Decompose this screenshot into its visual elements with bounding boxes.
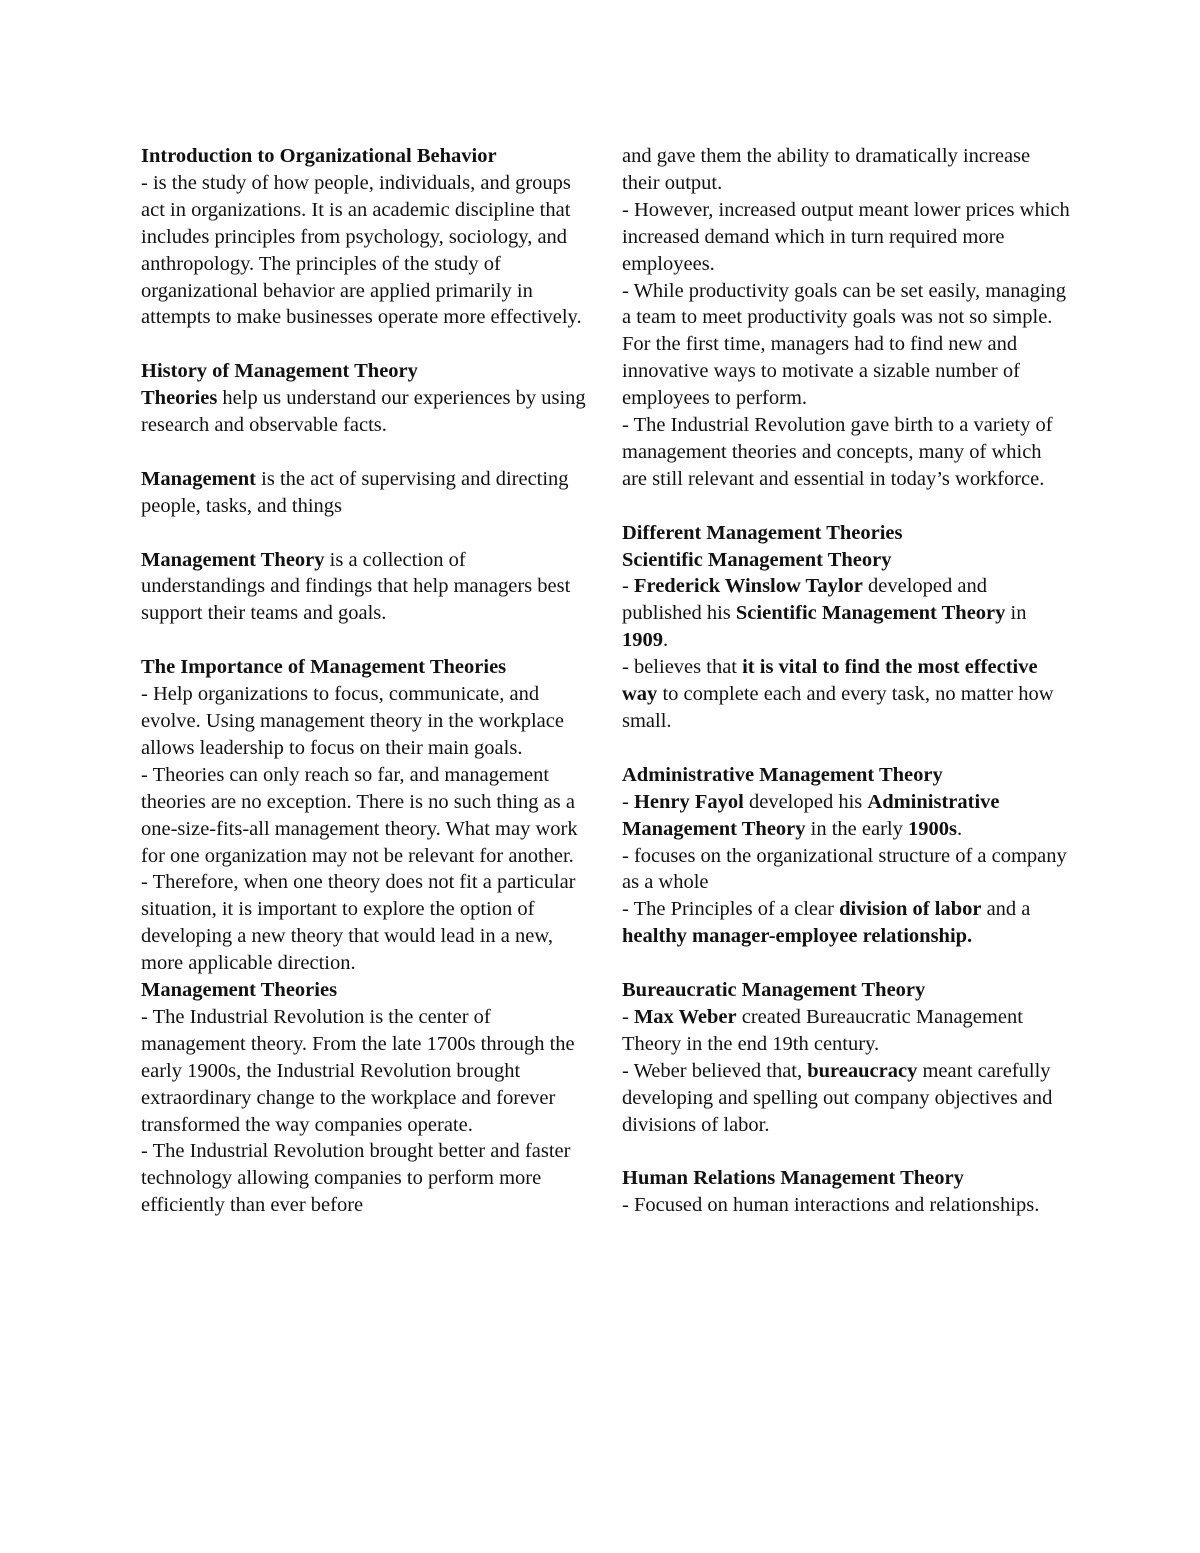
spacer (622, 1138, 1070, 1165)
bureaucratic-point: - Weber believed that, bureaucracy meant carefully developing and spelling out company objectives and divisions of labor. (622, 1059, 1058, 1136)
scientific-point: - believes that it is vital to find the most effective way to complete each and every task, no matter how small. (622, 656, 1059, 733)
right-column (622, 143, 1075, 1219)
term-management: Management (141, 467, 257, 490)
importance-point: - Theories can only reach so far, and management theories are no exception. There is no such thing as a one-size-fits-all management theory. What may work for one organization may not be relevant for another. (141, 763, 583, 867)
bureaucratic-point: - Max Weber created Bureaucratic Management Theory in the end 19th century. (622, 1005, 1028, 1055)
intro-paragraph: - is the study of how people, individuals, and groups act in organizations. It is an academic discipline that includes principles from psychology, sociology, and anthropology. The principles of the study of organizational behavior are applied primarily in attempts to make businesses operate more effectively. (141, 171, 582, 329)
definition-text: is a collection of understandings and findings that help managers best support their teams and goals. (141, 548, 576, 625)
spacer (141, 520, 589, 547)
section-heading-bureaucratic: Bureaucratic Management Theory (622, 979, 926, 1002)
term-theories: Theories (141, 387, 218, 410)
importance-point: - Therefore, when one theory does not fit a particular situation, it is important to explore the option of developing a new theory that would lead in a new, more applicable direction. (141, 871, 581, 975)
management-theory-definition (141, 547, 589, 628)
spacer (622, 950, 1070, 977)
definition-text: help us understand our experiences by using research and observable facts. (141, 387, 591, 437)
section-heading-human-relations: Human Relations Management Theory (622, 1167, 964, 1190)
section-heading-administrative: Administrative Management Theory (622, 763, 943, 786)
management-theories-point: - The Industrial Revolution is the center of management theory. From the late 1700s through the early 1900s, the Industrial Revolution brought extraordinary change to the workplace and forever transformed the way companies operate. (141, 1005, 580, 1136)
spacer (141, 331, 589, 358)
spacer (141, 439, 589, 466)
left-column (141, 143, 589, 1219)
administrative-point: - The Principles of a clear division of labor and a healthy manager-employee relationship. (622, 898, 1036, 948)
continuation-paragraph: - However, increased output meant lower prices which increased demand which in turn required more employees. (622, 198, 1075, 275)
spacer (622, 493, 1070, 520)
section-heading-intro: Introduction to Organizational Behavior (141, 145, 497, 167)
section-heading-importance: The Importance of Management Theories (141, 656, 507, 679)
section-heading-history: History of Management Theory (141, 360, 418, 383)
section-heading-management-theories: Management Theories (141, 979, 338, 1002)
continuation-paragraph: - The Industrial Revolution gave birth to a variety of management theories and concepts, many of which are still relevant and essential in today’s workforce. (622, 414, 1058, 490)
importance-point: - Help organizations to focus, communicate, and evolve. Using management theory in the workplace allows leadership to focus on their main goals. (141, 683, 570, 759)
subheading-scientific: Scientific Management Theory (622, 548, 892, 571)
term-management-theory: Management Theory (141, 548, 325, 571)
spacer (141, 627, 589, 654)
human-relations-point: - Focused on human interactions and relationships. (622, 1194, 1040, 1217)
administrative-point: - focuses on the organizational structure of a company as a whole (622, 844, 1072, 894)
management-definition (141, 466, 589, 520)
continuation-paragraph: and gave them the ability to dramatically increase their output. (622, 145, 1036, 194)
continuation-paragraph: - While productivity goals can be set easily, managing a team to meet productivity goals was not so simple. For the first time, managers had to find new and innovative ways to motivate a sizable number of employees to perform. (622, 279, 1072, 410)
management-theories-point: - The Industrial Revolution brought better and faster technology allowing companies to perform more efficiently than ever before (141, 1140, 576, 1217)
scientific-point: - Frederick Winslow Taylor developed and published his Scientific Management Theory in 1909. (622, 575, 1032, 652)
definition-text: is the act of supervising and directing people, tasks, and things (141, 467, 574, 517)
section-heading-different: Different Management Theories (622, 521, 903, 544)
spacer (622, 735, 1070, 762)
administrative-point: - Henry Fayol developed his Administrative Management Theory in the early 1900s. (622, 790, 1005, 840)
theories-definition (141, 385, 589, 439)
